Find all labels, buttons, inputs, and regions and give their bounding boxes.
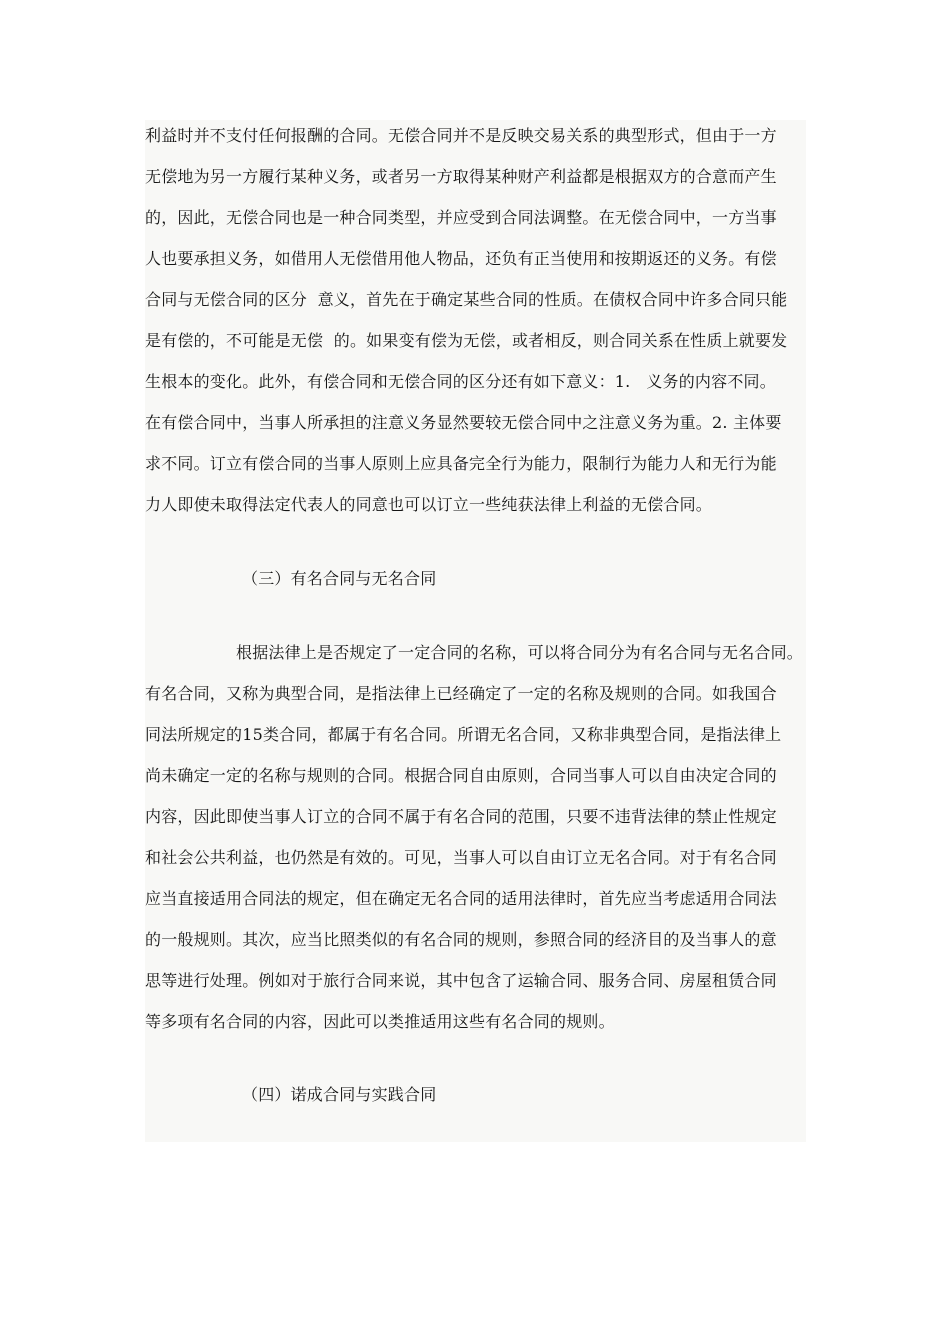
text-line: 利益时并不支付任何报酬的合同。无偿合同并不是反映交易关系的典型形式，但由于一方 bbox=[145, 126, 777, 145]
text-line: 在有偿合同中，当事人所承担的注意义务显然要较无偿合同中之注意义务为重。2. 主体要 bbox=[145, 413, 782, 432]
section-heading-3: （三）有名合同与无名合同 bbox=[242, 569, 437, 588]
text-line: 的一般规则。其次，应当比照类似的有名合同的规则，参照合同的经济目的及当事人的意 bbox=[145, 930, 777, 949]
text-line: 根据法律上是否规定了一定合同的名称，可以将合同分为有名合同与无名合同。 bbox=[236, 643, 804, 662]
text-line: 人也要承担义务，如借用人无偿借用他人物品，还负有正当使用和按期返还的义务。有偿 bbox=[145, 249, 777, 268]
text-line: 力人即使未取得法定代表人的同意也可以订立一些纯获法律上利益的无偿合同。 bbox=[145, 495, 713, 514]
section-heading-4: （四）诺成合同与实践合同 bbox=[242, 1085, 437, 1104]
text-line: 是有偿的，不可能是无偿 的。如果变有偿为无偿，或者相反，则合同关系在性质上就要发 bbox=[145, 331, 788, 350]
text-line: 思等进行处理。例如对于旅行合同来说，其中包含了运输合同、服务合同、房屋租赁合同 bbox=[145, 971, 777, 990]
text-line: 合同与无偿合同的区分 意义，首先在于确定某些合同的性质。在债权合同中许多合同只能 bbox=[145, 290, 788, 309]
text-line: 和社会公共利益，也仍然是有效的。可见，当事人可以自由订立无名合同。对于有名合同 bbox=[145, 848, 777, 867]
text-line: 的，因此，无偿合同也是一种合同类型，并应受到合同法调整。在无偿合同中，一方当事 bbox=[145, 208, 777, 227]
text-line: 求不同。订立有偿合同的当事人原则上应具备完全行为能力，限制行为能力人和无行为能 bbox=[145, 454, 777, 473]
text-line: 应当直接适用合同法的规定，但在确定无名合同的适用法律时，首先应当考虑适用合同法 bbox=[145, 889, 777, 908]
text-line: 有名合同，又称为典型合同，是指法律上已经确定了一定的名称及规则的合同。如我国合 bbox=[145, 684, 777, 703]
text-line: 尚未确定一定的名称与规则的合同。根据合同自由原则，合同当事人可以自由决定合同的 bbox=[145, 766, 777, 785]
text-line: 同法所规定的15类合同，都属于有名合同。所谓无名合同，又称非典型合同，是指法律上 bbox=[145, 725, 782, 744]
text-line: 内容，因此即使当事人订立的合同不属于有名合同的范围，只要不违背法律的禁止性规定 bbox=[145, 807, 777, 826]
text-line: 生根本的变化。此外，有偿合同和无偿合同的区分还有如下意义：1. 义务的内容不同。 bbox=[145, 372, 776, 391]
text-line: 等多项有名合同的内容，因此可以类推适用这些有名合同的规则。 bbox=[145, 1012, 615, 1031]
text-line: 无偿地为另一方履行某种义务，或者另一方取得某种财产利益都是根据双方的合意而产生 bbox=[145, 167, 777, 186]
